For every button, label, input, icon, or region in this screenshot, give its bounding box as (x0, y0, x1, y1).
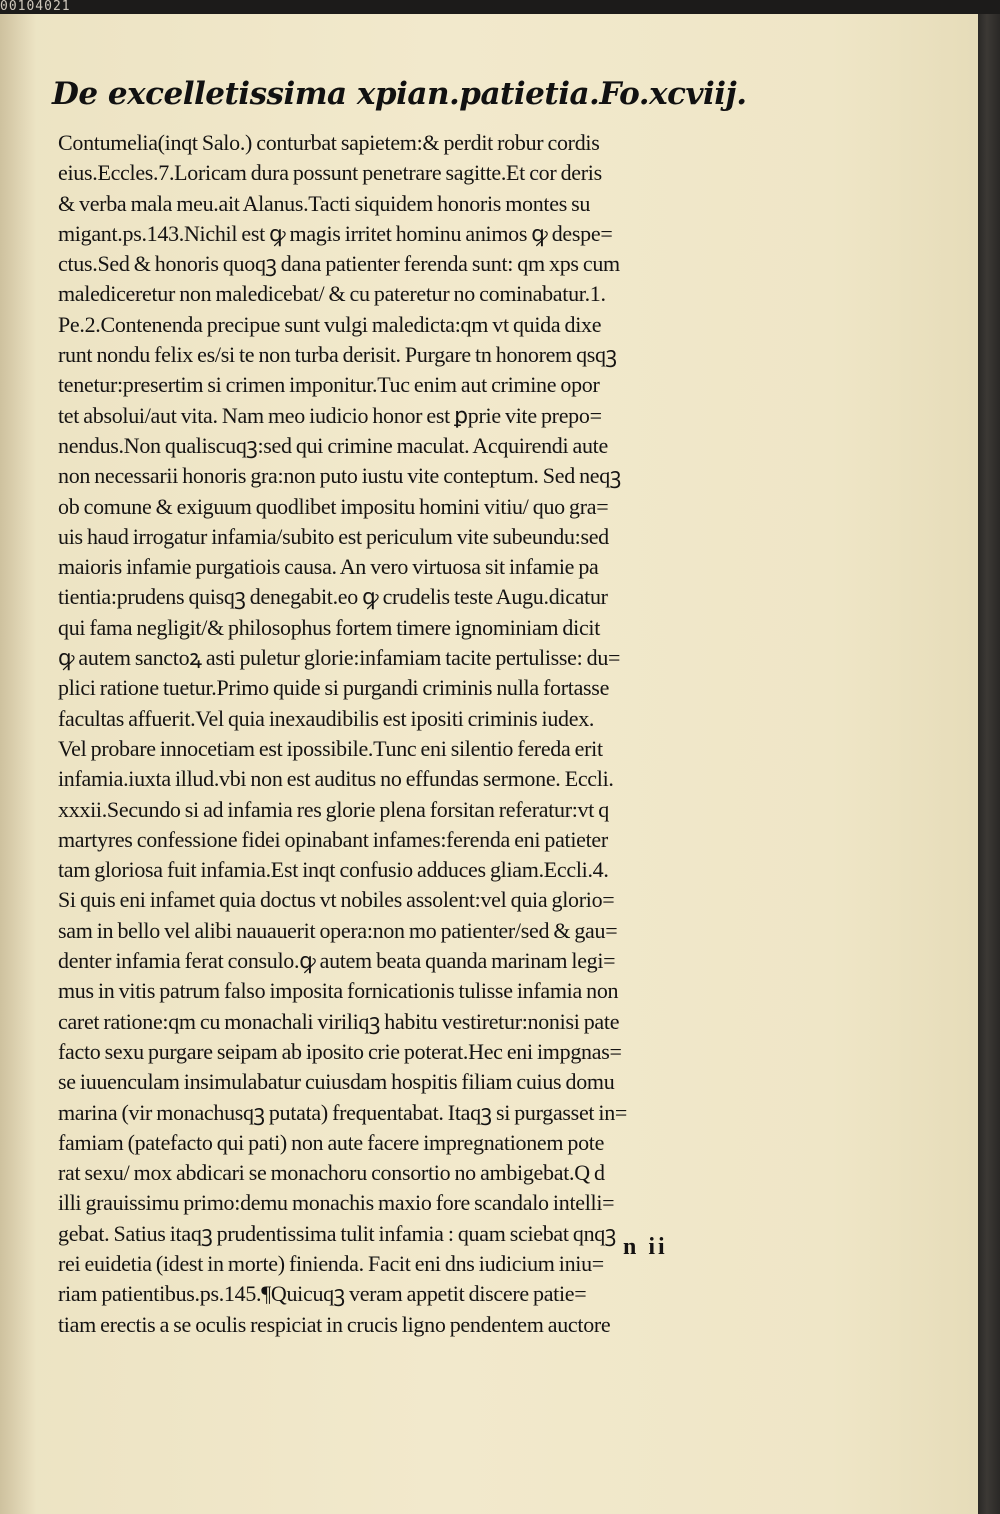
text-line: se iuuenculam insimulabatur cuiusdam hospitis filiam cuius domu (58, 1069, 615, 1095)
text-line: caret ratione:qm cu monachali viriliqꝫ habitu vestiretur:nonisi pate (58, 1008, 620, 1034)
text-line: facto sexu purgare seipam ab iposito crie poterat.Hec eni impgnas= (58, 1038, 622, 1064)
text-line: facultas affuerit.Vel quia inexaudibilis est ipositi criminis iudex. (58, 705, 595, 731)
text-line: illi grauissimu primo:demu monachis maxio fore scandalo intelli= (58, 1190, 615, 1216)
text-line: rei euidetia (idest in morte) finienda. Facit eni dns iudicium iniu= (58, 1250, 604, 1276)
text-line: migant.ps.143.Nichil est ꝙ magis irritet hominu animos ꝙ despe= (58, 220, 613, 246)
text-line: tientia:prudens quisqꝫ denegabit.eo ꝙ crudelis teste Augu.dicatur (58, 584, 608, 610)
text-line: martyres confessione fidei opinabant infames:ferenda eni patieter (58, 826, 608, 852)
text-line: malediceretur non maledicebat/ & cu pateretur no cominabatur.1. (58, 281, 606, 307)
text-line: uis haud irrogatur infamia/subito est periculum vite subeundu:sed (58, 523, 609, 549)
text-line: nendus.Non qualiscuqꝫ:sed qui crimine maculat. Acquirendi aute (58, 432, 608, 458)
body-text (58, 128, 748, 1340)
text-line: riam patientibus.ps.145.¶Quicuqꝫ veram appetit discere patie= (58, 1281, 587, 1307)
text-line: plici ratione tuetur.Primo quide si purgandi criminis nulla fortasse (58, 675, 610, 701)
text-line: xxxii.Secundo si ad infamia res glorie plena forsitan referatur:vt q (58, 796, 609, 822)
text-line: gebat. Satius itaqꝫ prudentissima tulit infamia : quam sciebat qnqꝫ (58, 1220, 616, 1246)
text-line: eius.Eccles.7.Loricam dura possunt penetrare sagitte.Et cor deris (58, 160, 602, 186)
text-line: Vel probare innocetiam est ipossibile.Tunc eni silentio fereda erit (58, 735, 603, 761)
text-line: tenetur:presertim si crimen imponitur.Tuc enim aut crimine opor (58, 372, 600, 398)
scan-id-label: 00104021 (0, 0, 71, 14)
running-header: De excelletissima xpian.patietia.Fo.xcviij. (52, 76, 747, 112)
text-line: mus in vitis patrum falso imposita fornicationis tulisse infamia non (58, 978, 619, 1004)
text-line: ꝙ autem sanctoꝝ asti puletur glorie:infamiam tacite pertulisse: du= (58, 645, 621, 671)
text-line: marina (vir monachusqꝫ putata) frequentabat. Itaqꝫ si purgasset in= (58, 1099, 628, 1125)
text-line: famiam (patefacto qui pati) non aute facere impregnationem pote (58, 1129, 605, 1155)
text-line: & verba mala meu.ait Alanus.Tacti siquidem honoris montes su (58, 190, 591, 216)
text-line: Contumelia(inqt Salo.) conturbat sapietem:& perdit robur cordis (58, 130, 600, 155)
text-line: rat sexu/ mox abdicari se monachoru consortio no ambigebat.Q d (58, 1160, 605, 1186)
text-line: tam gloriosa fuit infamia.Est inqt confusio adduces gliam.Eccli.4. (58, 857, 609, 883)
signature-mark: n ii (623, 1234, 668, 1260)
text-line: non necessarii honoris gra:non puto iustu vite conteptum. Sed neqꝫ (58, 463, 621, 489)
text-line: ctus.Sed & honoris quoqꝫ dana patienter ferenda sunt: qm xps cum (58, 251, 620, 277)
text-line: Si quis eni infamet quia doctus vt nobiles assolent:vel quia glorio= (58, 887, 615, 913)
scan-edge-strip (978, 14, 1000, 1514)
text-line: sam in bello vel alibi nauauerit opera:non mo patienter/sed & gau= (58, 917, 618, 943)
text-line: tet absolui/aut vita. Nam meo iudicio honor est ꝑprie vite prepo= (58, 402, 602, 428)
text-line: qui fama negligit/& philosophus fortem timere ignominiam dicit (58, 614, 601, 640)
text-line: maioris infamie purgatiois causa. An vero virtuosa sit infamie pa (58, 554, 599, 580)
text-line: infamia.iuxta illud.vbi non est auditus no effundas sermone. Eccli. (58, 766, 614, 792)
text-line: ob comune & exiguum quodlibet impositu homini vitiu/ quo gra= (58, 493, 609, 519)
text-line: Pe.2.Contenenda precipue sunt vulgi maledicta:qm vt quida dixe (58, 311, 602, 337)
text-line: tiam erectis a se oculis respiciat in crucis ligno pendentem auctore (58, 1311, 611, 1337)
text-line: denter infamia ferat consulo.ꝙ autem beata quanda marinam legi= (58, 948, 616, 974)
text-line: runt nondu felix es/si te non turba derisit. Purgare tn honorem qsqꝫ (58, 342, 617, 368)
